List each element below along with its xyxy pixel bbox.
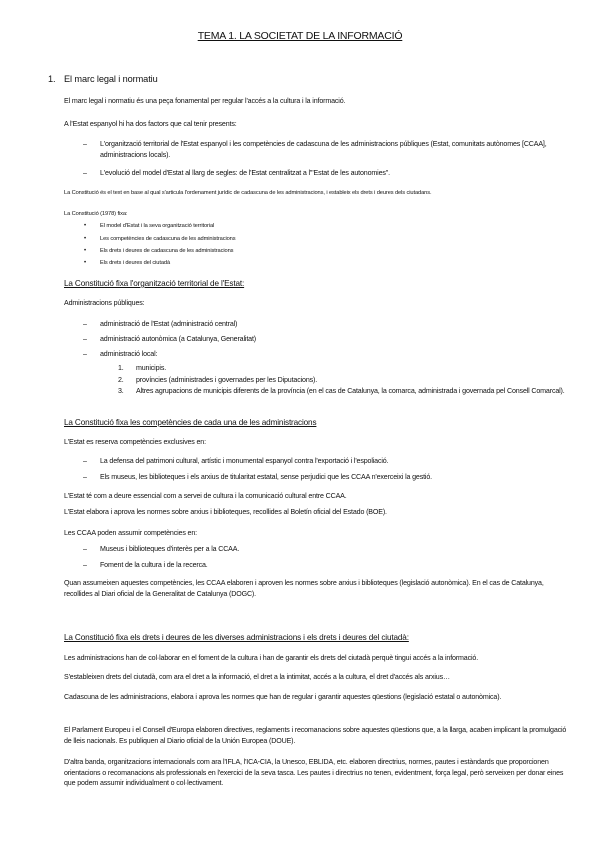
section-heading: El marc legal i normatiu bbox=[64, 74, 158, 84]
list-number: 1. bbox=[118, 364, 124, 372]
paragraph: Administracions públiques: bbox=[64, 299, 145, 307]
list-item: Els drets i deures de cadascuna de les administracions bbox=[100, 248, 234, 254]
dot-bullet: • bbox=[84, 248, 87, 254]
list-number: 2. bbox=[118, 376, 124, 384]
section-heading: La Constitució fixa l'organització territorial de l'Estat: bbox=[64, 279, 245, 288]
paragraph: La Constitució és el text en base al qual s'articula l'ordenament jurídic de cadascuna de les administracions, i estableix els drets i deures dels ciutadans. bbox=[64, 190, 432, 196]
list-item: L'organització territorial de l'Estat espanyol i les competències de cadascuna de les administracions públiques (Estat, comunitats autònomes [CCAA], administracions locals). bbox=[100, 140, 547, 159]
document-title: TEMA 1. LA SOCIETAT DE LA INFORMACIÓ bbox=[197, 30, 403, 42]
list-item: Museus i biblioteques d'interès per a la CCAA. bbox=[100, 545, 240, 553]
paragraph: La Constitució (1978) fixa: bbox=[64, 211, 128, 217]
dash-bullet: – bbox=[83, 457, 87, 465]
dot-bullet: • bbox=[84, 260, 87, 266]
paragraph: L'Estat es reserva competències exclusives en: bbox=[64, 438, 206, 446]
paragraph: El Parlament Europeu i el Consell d'Europa elaboren directives, reglaments i recomanacions sobre aquestes qüestions que, a la llarga, acaben implicant la promulgació de lleis nacionals. Es publiquen al Diario oficial de la Unión Europea (DOUE). bbox=[64, 726, 567, 745]
list-item: Foment de la cultura i de la recerca. bbox=[100, 561, 208, 569]
section-heading: La Constitució fixa les competències de cada una de les administracions bbox=[64, 418, 317, 427]
dash-bullet: – bbox=[83, 473, 87, 481]
dash-bullet: – bbox=[83, 335, 87, 343]
paragraph: L'Estat té com a deure essencial com a servei de cultura i la comunicació cultural entre CCAA. bbox=[64, 492, 347, 500]
paragraph: A l'Estat espanyol hi ha dos factors que cal tenir presents: bbox=[64, 120, 237, 128]
paragraph: Quan assumeixen aquestes competències, les CCAA elaboren i aproven les normes sobre arxius i biblioteques (legislació autonòmica). En el cas de Catalunya, recollides al Diari oficial de la Generalitat de Catalunya (DOGC). bbox=[64, 579, 544, 598]
list-item: Els drets i deures del ciutadà bbox=[100, 260, 171, 266]
paragraph: L'Estat elabora i aprova les normes sobre arxius i biblioteques, recollides al Boletín oficial del Estado (BOE). bbox=[64, 508, 387, 516]
list-item: municipis. bbox=[136, 364, 167, 372]
list-item: Les competències de cadascuna de les administracions bbox=[100, 236, 236, 242]
list-item: províncies (administrades i governades per les Diputacions). bbox=[136, 376, 318, 384]
section-number: 1. bbox=[48, 74, 56, 84]
dash-bullet: – bbox=[83, 545, 87, 553]
paragraph: Cadascuna de les administracions, elabora i aprova les normes que han de regular i garantir aquestes qüestions (legislació estatal o autonòmica). bbox=[64, 693, 502, 701]
list-item: El model d'Estat i la seva organització territorial bbox=[100, 223, 215, 229]
list-item: Els museus, les biblioteques i els arxius de titularitat estatal, sense perjudici que les CCAA n'exerceixi la gestió. bbox=[100, 473, 432, 481]
paragraph: Les CCAA poden assumir competències en: bbox=[64, 529, 197, 537]
dash-bullet: – bbox=[83, 350, 87, 358]
dash-bullet: – bbox=[83, 561, 87, 569]
dash-bullet: – bbox=[83, 169, 87, 177]
paragraph: D'altra banda, organitzacions internacionals com ara l'IFLA, l'ICA-CIA, la Unesco, EBLIDA, etc. elaboren directrius, normes, pautes i estàndards que proporcionen orientacions o recomanacions als professionals en l'exercici de la seva tasca. Les pautes i directrius no tenen, evidentment, força legal, però serveixen per donar eines que podem assumir individualment o col·lectivament. bbox=[64, 758, 564, 787]
list-item: administració autonòmica (a Catalunya, Generalitat) bbox=[100, 335, 256, 343]
dash-bullet: – bbox=[83, 320, 87, 328]
dash-bullet: – bbox=[83, 140, 87, 148]
dot-bullet: • bbox=[84, 236, 87, 242]
list-item: La defensa del patrimoni cultural, artístic i monumental espanyol contra l'exportació i l'espoliació. bbox=[100, 457, 389, 465]
section-heading: La Constitució fixa els drets i deures de les diverses administracions i els drets i deures del ciutadà: bbox=[64, 633, 409, 642]
list-item: administració de l'Estat (administració central) bbox=[100, 320, 238, 328]
list-number: 3. bbox=[118, 387, 124, 395]
list-item: administració local: bbox=[100, 350, 158, 358]
paragraph: El marc legal i normatiu és una peça fonamental per regular l'accés a la cultura i la informació. bbox=[64, 97, 346, 105]
list-item: L'evolució del model d'Estat al llarg de segles: de l'Estat centralitzat a l'"Estat de les autonomies". bbox=[100, 169, 390, 177]
dot-bullet: • bbox=[84, 223, 87, 229]
paragraph: S'estableixen drets del ciutadà, com ara el dret a la informació, el dret a la intimitat, accés a la cultura, el dret d'accés als arxius… bbox=[64, 673, 450, 681]
paragraph: Les administracions han de col·laborar en el foment de la cultura i han de garantir els drets del ciutadà perquè tingui accés a la informació. bbox=[64, 654, 479, 662]
list-item: Altres agrupacions de municipis diferents de la província (en el cas de Catalunya, la comarca, administrada i governada pel Consell Comarcal). bbox=[136, 387, 565, 395]
